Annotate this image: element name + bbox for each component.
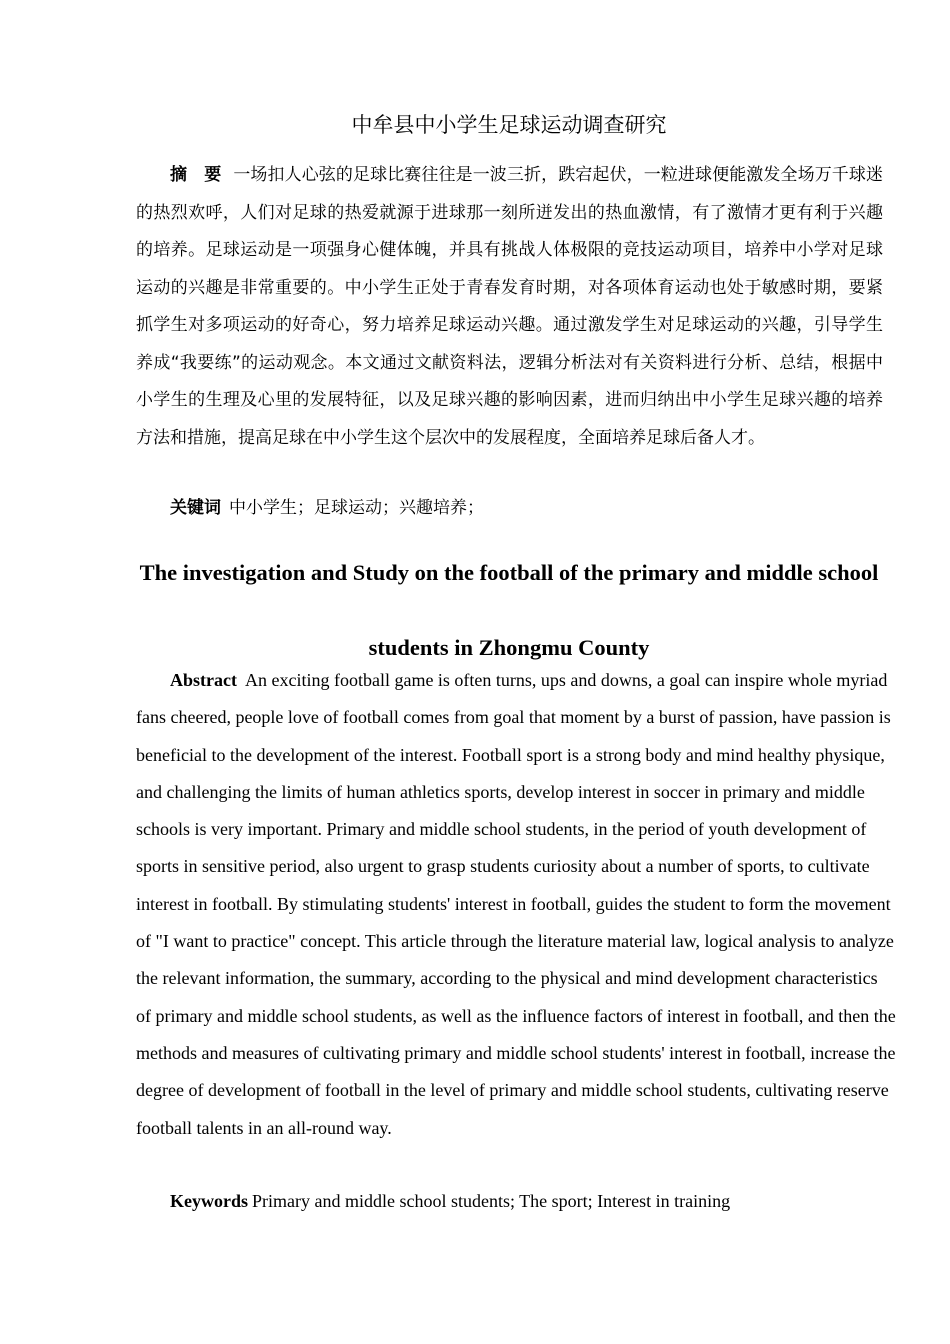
- chinese-abstract-text: 一场扣人心弦的足球比赛往往是一波三折，跌宕起伏，一粒进球便能激发全场万千球迷的热烈欢呼，人们对足球的热爱就源于进球那一刻所迸发出的热血激情，有了激情才更有利于兴趣的培养。足球运动是一项强身心健体魄，并具有挑战人体极限的竞技运动项目，培养中小学对足球运动的兴趣是非常重要的。中小学生正处于青春发育时期，对各项体育运动也处于敏感时期，要紧抓学生对多项运动的好奇心，努力培养足球运动兴趣。通过激发学生对足球运动的兴趣，引导学生养成“我要练”的运动观念。本文通过文献资料法，逻辑分析法对有关资料进行分析、总结，根据中小学生的生理及心里的发展特征，以及足球兴趣的影响因素，进而归纳出中小学生足球兴趣的培养方法和措施，提高足球在中小学生这个层次中的发展程度，全面培养足球后备人才。: [136, 165, 884, 448]
- chinese-keywords: [136, 491, 883, 525]
- english-abstract-label: Abstract: [170, 670, 237, 690]
- english-keywords-label: Keywords: [170, 1191, 248, 1211]
- english-title: The investigation and Study on the football of the primary and middle school students in Zhongmu County: [139, 560, 879, 660]
- english-abstract: [136, 662, 896, 1147]
- english-abstract-text: An exciting football game is often turns, ups and downs, a goal can inspire whole myriad fans cheered, people love of football comes from goal that moment by a burst of passion, have passion is beneficial to the development of the interest. Football sport is a strong body and mind healthy physique, and challenging the limits of human athletics sports, develop interest in soccer in primary and middle schools is very important. Primary and middle school students, in the period of youth development of sports in sensitive period, also urgent to grasp students curiosity about a number of sports, to cultivate interest in football. By stimulating students' interest in football, guides the student to form the movement of "I want to practice" concept. This article through the literature material law, logical analysis to analyze the relevant information, the summary, according to the physical and mind development characteristics of primary and middle school students, as well as the influence factors of interest in football, and then the methods and measures of cultivating primary and middle school students' interest in football, increase the degree of development of football in the level of primary and middle school students, cultivating reserve football talents in an all-round way.: [136, 670, 896, 1138]
- english-keywords-text: Primary and middle school students; The sport; Interest in training: [252, 1191, 731, 1211]
- english-keywords: [136, 1185, 883, 1217]
- chinese-keywords-text: 中小学生；足球运动；兴趣培养；: [229, 498, 484, 518]
- chinese-abstract-label: 摘 要: [170, 165, 222, 185]
- chinese-title: 中牟县中小学生足球运动调查研究: [351, 113, 667, 137]
- chinese-abstract: [136, 157, 883, 457]
- chinese-keywords-label: 关键词: [170, 498, 221, 518]
